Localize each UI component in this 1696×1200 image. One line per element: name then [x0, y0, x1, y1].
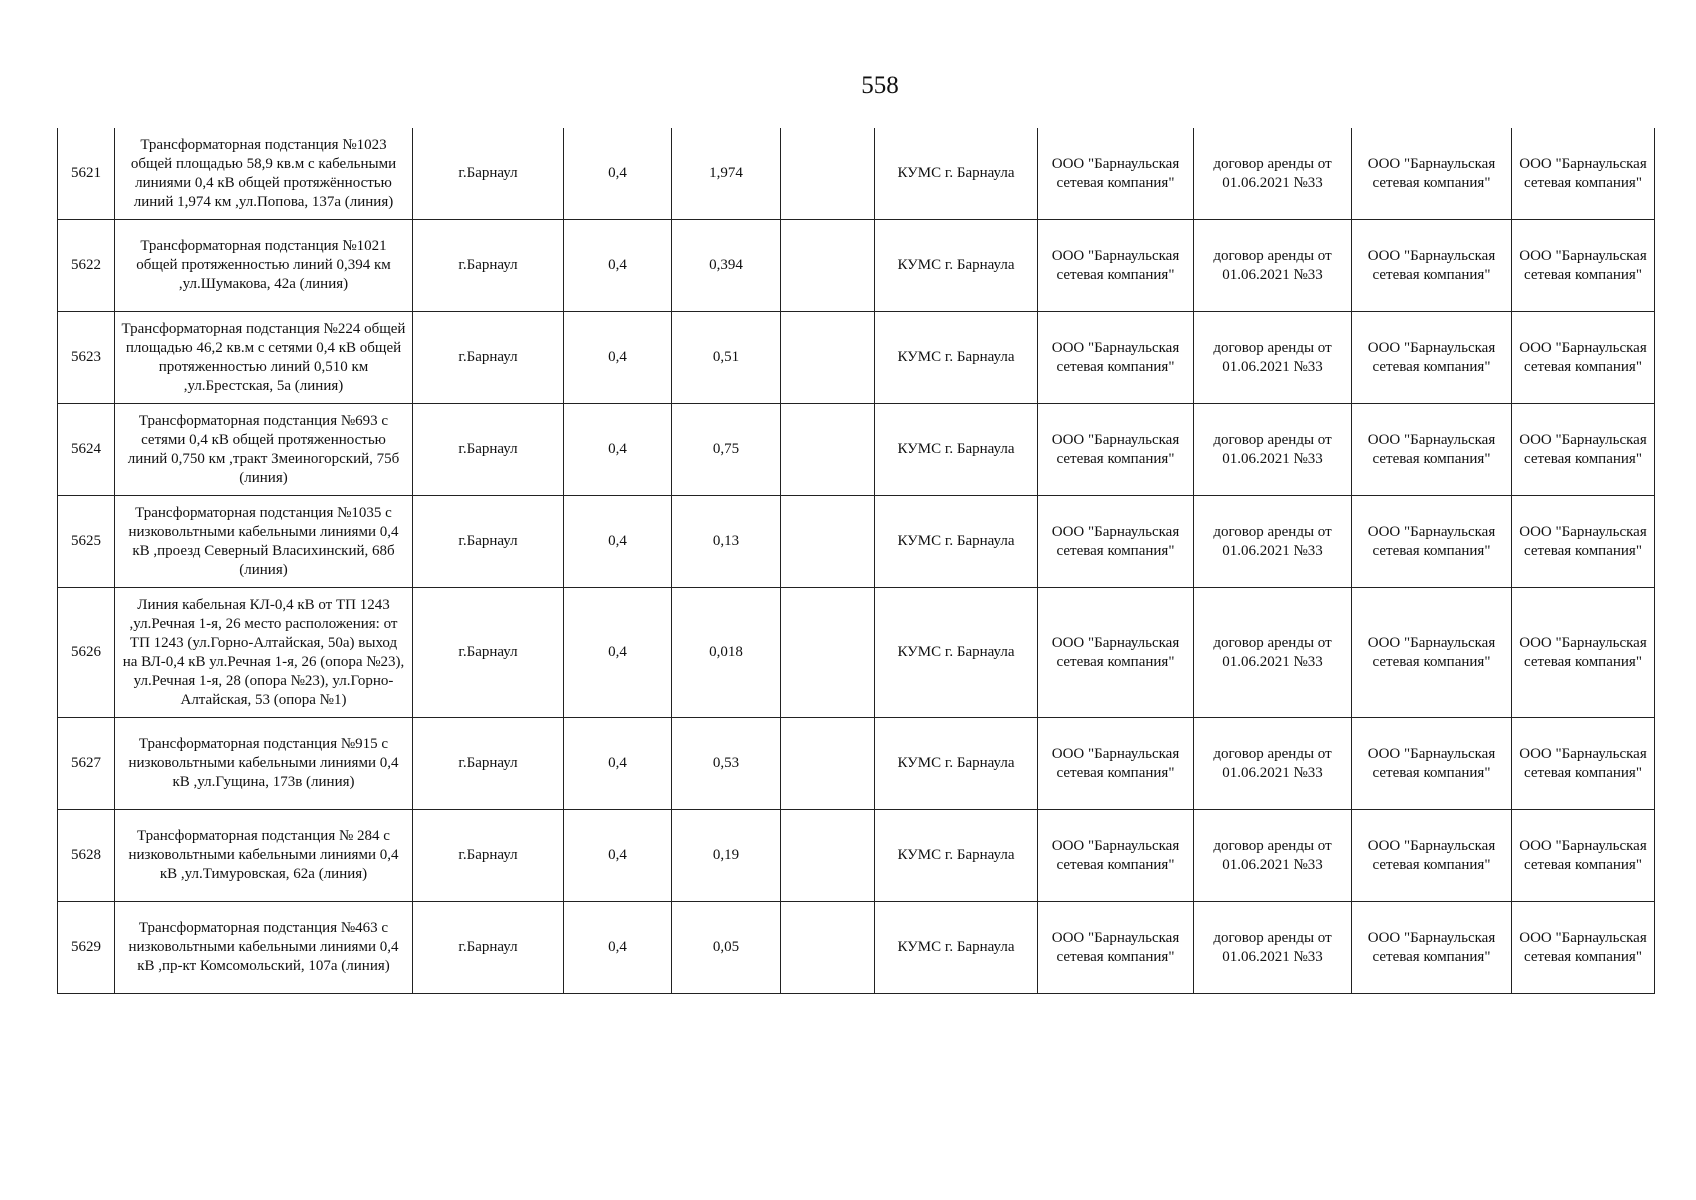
voltage: 0,4: [564, 902, 672, 994]
object-name: Трансформаторная подстанция №463 с низковольтными кабельными линиями 0,4 кВ ,пр-кт Комсомольский, 107а (линия): [115, 902, 413, 994]
empty-cell: [781, 220, 875, 312]
table-row: [58, 404, 1655, 496]
owner: КУМС г. Барнаула: [875, 496, 1038, 588]
line-length: 0,53: [672, 718, 781, 810]
line-length: 1,974: [672, 128, 781, 220]
basis: договор аренды от 01.06.2021 №33: [1194, 902, 1352, 994]
operator: ООО "Барнаульская сетевая компания": [1352, 312, 1512, 404]
object-name: Трансформаторная подстанция №693 с сетями 0,4 кВ общей протяженностью линий 0,750 км ,тракт Змеиногорский, 75б (линия): [115, 404, 413, 496]
owner: КУМС г. Барнаула: [875, 312, 1038, 404]
user: ООО "Барнаульская сетевая компания": [1512, 128, 1655, 220]
basis: договор аренды от 01.06.2021 №33: [1194, 496, 1352, 588]
holder: ООО "Барнаульская сетевая компания": [1038, 404, 1194, 496]
empty-cell: [781, 718, 875, 810]
row-number: 5622: [58, 220, 115, 312]
holder: ООО "Барнаульская сетевая компания": [1038, 496, 1194, 588]
row-number: 5628: [58, 810, 115, 902]
table-row: [58, 496, 1655, 588]
line-length: 0,51: [672, 312, 781, 404]
owner: КУМС г. Барнаула: [875, 810, 1038, 902]
registry-table: [57, 128, 1655, 994]
table-row: [58, 718, 1655, 810]
holder: ООО "Барнаульская сетевая компания": [1038, 810, 1194, 902]
user: ООО "Барнаульская сетевая компания": [1512, 902, 1655, 994]
location: г.Барнаул: [413, 312, 564, 404]
owner: КУМС г. Барнаула: [875, 404, 1038, 496]
basis: договор аренды от 01.06.2021 №33: [1194, 128, 1352, 220]
object-name: Трансформаторная подстанция №1021 общей протяженностью линий 0,394 км ,ул.Шумакова, 42а (линия): [115, 220, 413, 312]
empty-cell: [781, 810, 875, 902]
row-number: 5626: [58, 588, 115, 718]
owner: КУМС г. Барнаула: [875, 220, 1038, 312]
holder: ООО "Барнаульская сетевая компания": [1038, 718, 1194, 810]
table-row: [58, 588, 1655, 718]
location: г.Барнаул: [413, 810, 564, 902]
operator: ООО "Барнаульская сетевая компания": [1352, 128, 1512, 220]
table-row: [58, 312, 1655, 404]
row-number: 5629: [58, 902, 115, 994]
operator: ООО "Барнаульская сетевая компания": [1352, 810, 1512, 902]
object-name: Трансформаторная подстанция №1023 общей площадью 58,9 кв.м с кабельными линиями 0,4 кВ общей протяжённостью линий 1,974 км ,ул.Попова, 137а (линия): [115, 128, 413, 220]
location: г.Барнаул: [413, 588, 564, 718]
line-length: 0,13: [672, 496, 781, 588]
owner: КУМС г. Барнаула: [875, 128, 1038, 220]
voltage: 0,4: [564, 128, 672, 220]
voltage: 0,4: [564, 404, 672, 496]
object-name: Трансформаторная подстанция №1035 с низковольтными кабельными линиями 0,4 кВ ,проезд Северный Власихинский, 68б (линия): [115, 496, 413, 588]
table-row: [58, 810, 1655, 902]
line-length: 0,018: [672, 588, 781, 718]
object-name: Трансформаторная подстанция №224 общей площадью 46,2 кв.м с сетями 0,4 кВ общей протяженностью линий 0,510 км ,ул.Брестская, 5а (линия): [115, 312, 413, 404]
user: ООО "Барнаульская сетевая компания": [1512, 220, 1655, 312]
user: ООО "Барнаульская сетевая компания": [1512, 718, 1655, 810]
empty-cell: [781, 128, 875, 220]
user: ООО "Барнаульская сетевая компания": [1512, 312, 1655, 404]
voltage: 0,4: [564, 588, 672, 718]
line-length: 0,75: [672, 404, 781, 496]
basis: договор аренды от 01.06.2021 №33: [1194, 810, 1352, 902]
voltage: 0,4: [564, 220, 672, 312]
row-number: 5623: [58, 312, 115, 404]
empty-cell: [781, 902, 875, 994]
voltage: 0,4: [564, 718, 672, 810]
line-length: 0,19: [672, 810, 781, 902]
operator: ООО "Барнаульская сетевая компания": [1352, 588, 1512, 718]
user: ООО "Барнаульская сетевая компания": [1512, 588, 1655, 718]
row-number: 5624: [58, 404, 115, 496]
location: г.Барнаул: [413, 128, 564, 220]
owner: КУМС г. Барнаула: [875, 902, 1038, 994]
basis: договор аренды от 01.06.2021 №33: [1194, 718, 1352, 810]
object-name: Линия кабельная КЛ-0,4 кВ от ТП 1243 ,ул.Речная 1-я, 26 место расположения: от ТП 1243 (ул.Горно-Алтайская, 50а) выход на ВЛ-0,4 кВ ул.Речная 1-я, 26 (опора №23), ул.Речная 1-я, 28 (опора №23), ул.Горно-Алтайская, 53 (опора №1): [115, 588, 413, 718]
holder: ООО "Барнаульская сетевая компания": [1038, 902, 1194, 994]
basis: договор аренды от 01.06.2021 №33: [1194, 312, 1352, 404]
page-number: 558: [861, 72, 899, 99]
owner: КУМС г. Барнаула: [875, 718, 1038, 810]
empty-cell: [781, 312, 875, 404]
user: ООО "Барнаульская сетевая компания": [1512, 404, 1655, 496]
table-row: [58, 902, 1655, 994]
table-row: [58, 128, 1655, 220]
basis: договор аренды от 01.06.2021 №33: [1194, 220, 1352, 312]
operator: ООО "Барнаульская сетевая компания": [1352, 718, 1512, 810]
empty-cell: [781, 588, 875, 718]
location: г.Барнаул: [413, 404, 564, 496]
operator: ООО "Барнаульская сетевая компания": [1352, 404, 1512, 496]
object-name: Трансформаторная подстанция № 284 с низковольтными кабельными линиями 0,4 кВ ,ул.Тимуровская, 62а (линия): [115, 810, 413, 902]
line-length: 0,05: [672, 902, 781, 994]
object-name: Трансформаторная подстанция №915 с низковольтными кабельными линиями 0,4 кВ ,ул.Гущина, 173в (линия): [115, 718, 413, 810]
operator: ООО "Барнаульская сетевая компания": [1352, 220, 1512, 312]
voltage: 0,4: [564, 312, 672, 404]
row-number: 5627: [58, 718, 115, 810]
user: ООО "Барнаульская сетевая компания": [1512, 496, 1655, 588]
location: г.Барнаул: [413, 496, 564, 588]
location: г.Барнаул: [413, 220, 564, 312]
voltage: 0,4: [564, 496, 672, 588]
operator: ООО "Барнаульская сетевая компания": [1352, 496, 1512, 588]
location: г.Барнаул: [413, 718, 564, 810]
row-number: 5621: [58, 128, 115, 220]
holder: ООО "Барнаульская сетевая компания": [1038, 312, 1194, 404]
location: г.Барнаул: [413, 902, 564, 994]
user: ООО "Барнаульская сетевая компания": [1512, 810, 1655, 902]
empty-cell: [781, 404, 875, 496]
basis: договор аренды от 01.06.2021 №33: [1194, 588, 1352, 718]
voltage: 0,4: [564, 810, 672, 902]
owner: КУМС г. Барнаула: [875, 588, 1038, 718]
table-row: [58, 220, 1655, 312]
empty-cell: [781, 496, 875, 588]
holder: ООО "Барнаульская сетевая компания": [1038, 220, 1194, 312]
holder: ООО "Барнаульская сетевая компания": [1038, 588, 1194, 718]
basis: договор аренды от 01.06.2021 №33: [1194, 404, 1352, 496]
line-length: 0,394: [672, 220, 781, 312]
holder: ООО "Барнаульская сетевая компания": [1038, 128, 1194, 220]
operator: ООО "Барнаульская сетевая компания": [1352, 902, 1512, 994]
row-number: 5625: [58, 496, 115, 588]
